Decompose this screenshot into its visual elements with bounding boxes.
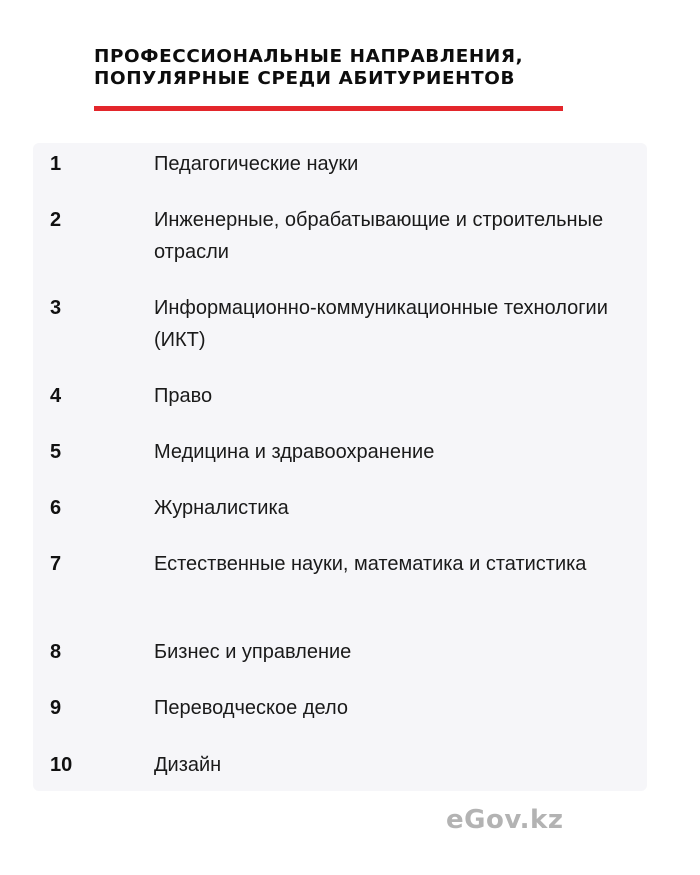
list-item-label: Медицина и здравоохранение xyxy=(154,441,435,463)
list-item-rank: 8 xyxy=(50,641,62,663)
list-item-rank: 6 xyxy=(50,497,62,519)
list-item-label: Инженерные, обрабатывающие и строительные отрасли xyxy=(154,209,604,263)
list-item-label: Информационно-коммуникационные технологии (ИКТ) xyxy=(154,297,608,351)
list-item-rank: 9 xyxy=(50,697,62,719)
list-item-rank: 2 xyxy=(50,209,62,231)
list-item-label: Журналистика xyxy=(154,497,289,519)
list-item-label: Естественные науки, математика и статистика xyxy=(154,553,587,575)
list-item-rank: 7 xyxy=(50,553,62,575)
list-item-rank: 1 xyxy=(50,153,62,175)
list-item-rank: 5 xyxy=(50,441,62,463)
page-title xyxy=(94,46,584,90)
list-item-label: Переводческое дело xyxy=(154,697,348,719)
list-item-label: Бизнес и управление xyxy=(154,641,352,663)
list-item-label: Право xyxy=(154,385,213,407)
egov-logo: eGov.kz xyxy=(446,805,564,835)
page-title-line-1: ПРОФЕССИОНАЛЬНЫЕ НАПРАВЛЕНИЯ, xyxy=(94,46,524,67)
list-item-rank: 10 xyxy=(50,754,73,776)
list-item-label: Дизайн xyxy=(154,754,222,776)
list-item-rank: 3 xyxy=(50,297,62,319)
ranking-list-panel xyxy=(33,143,647,791)
page-title-line-2: ПОПУЛЯРНЫЕ СРЕДИ АБИТУРИЕНТОВ xyxy=(94,68,516,89)
list-item-label: Педагогические науки xyxy=(154,153,359,175)
list-item-rank: 4 xyxy=(50,385,62,407)
title-underline-divider xyxy=(94,106,563,111)
